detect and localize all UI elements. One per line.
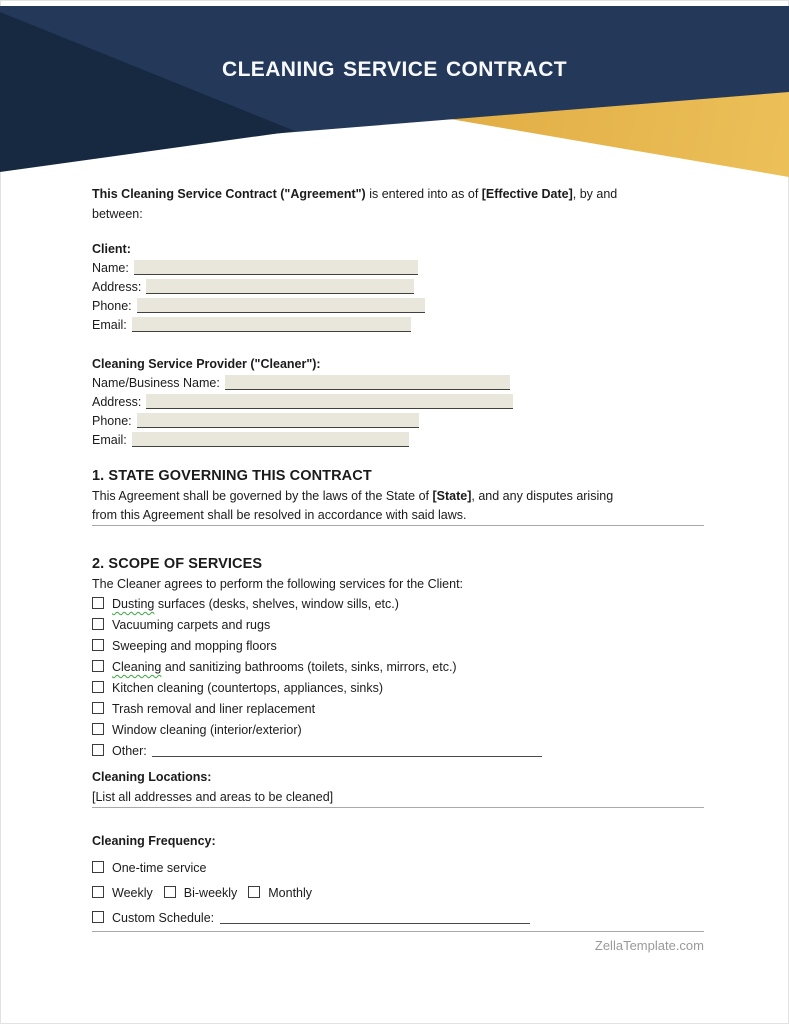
form-field-row (92, 278, 704, 297)
checkbox-label: Bi-weekly (183, 886, 238, 900)
form-field-row (92, 412, 704, 431)
checkbox-label: Kitchen cleaning (countertops, appliances, sinks) (112, 681, 383, 695)
checkbox[interactable] (92, 702, 104, 714)
checkbox[interactable] (92, 861, 104, 873)
checkbox-label: surfaces (desks, shelves, window sills, etc.) (154, 597, 399, 611)
intro-paragraph (92, 184, 704, 224)
document-title: CLEANING SERVICE CONTRACT (222, 58, 567, 81)
checkbox-label: One-time service (112, 861, 207, 875)
field-label: Phone: (92, 414, 132, 428)
checkbox[interactable] (92, 911, 104, 923)
header-banner (0, 0, 789, 170)
checkbox-item (92, 858, 206, 879)
cleaning-frequency-section (92, 832, 704, 931)
scope-of-services-section (92, 554, 704, 762)
input-line[interactable] (146, 279, 414, 294)
text-segment: is entered into as of (365, 187, 482, 201)
cleaning-locations-section (92, 768, 704, 807)
section2-heading: 2. SCOPE OF SERVICES (92, 556, 263, 572)
checkbox[interactable] (92, 886, 104, 898)
checkbox-item (164, 883, 238, 904)
checkbox-item (92, 741, 704, 762)
checkbox[interactable] (248, 886, 260, 898)
checkbox-item (248, 883, 312, 904)
checkbox-item (92, 699, 704, 720)
checkbox-label: and sanitizing bathrooms (toilets, sinks, mirrors, etc.) (161, 660, 457, 674)
checkbox[interactable] (92, 597, 104, 609)
form-field-row (92, 297, 704, 316)
input-line[interactable] (137, 298, 425, 313)
client-heading: Client: (92, 242, 131, 256)
section-divider (92, 525, 704, 526)
checkbox-label: Custom Schedule: (112, 911, 218, 925)
section-divider (92, 807, 704, 808)
frequency-row (92, 856, 704, 881)
text-segment: [Effective Date] (481, 187, 573, 201)
text-segment: This Agreement shall be governed by the laws of the State of (92, 489, 433, 503)
checkbox[interactable] (164, 886, 176, 898)
checkbox-item (92, 908, 530, 929)
frequency-row (92, 906, 704, 931)
input-line[interactable] (146, 394, 513, 409)
client-section (92, 240, 704, 335)
checkbox[interactable] (92, 723, 104, 735)
checkbox-label: Monthly (268, 886, 313, 900)
brand-watermark: ZellaTemplate.com (594, 938, 704, 953)
provider-heading: Cleaning Service Provider ("Cleaner"): (92, 357, 321, 371)
provider-section (92, 355, 704, 450)
field-label: Email: (92, 318, 127, 332)
input-line[interactable] (132, 432, 409, 447)
state-governing-section (92, 466, 704, 525)
section2-intro: The Cleaner agrees to perform the following services for the Client: (92, 577, 464, 591)
blank-line[interactable] (220, 911, 530, 924)
text-segment: This Cleaning Service Contract ("Agreement") (92, 187, 366, 201)
form-field-row (92, 431, 704, 450)
checkbox-label: Dusting (112, 597, 155, 611)
provider-fields (92, 374, 704, 450)
document-body (0, 184, 789, 955)
field-label: Name/Business Name: (92, 376, 220, 390)
frequency-heading: Cleaning Frequency: (92, 834, 216, 848)
input-line[interactable] (225, 375, 510, 390)
field-label: Address: (92, 395, 142, 409)
checkbox-item (92, 636, 704, 657)
text-segment: from this Agreement shall be resolved in accordance with said laws. (92, 508, 467, 522)
client-fields (92, 259, 704, 335)
services-checklist (92, 594, 704, 762)
frequency-options (92, 856, 704, 931)
checkbox-label: Sweeping and mopping floors (112, 639, 277, 653)
checkbox-item (92, 883, 153, 904)
checkbox-item (92, 720, 704, 741)
form-field-row (92, 393, 704, 412)
text-segment: , by and (572, 187, 618, 201)
checkbox-label: Window cleaning (interior/exterior) (112, 723, 302, 737)
field-label: Email: (92, 433, 127, 447)
footer-divider (92, 931, 704, 932)
field-label: Name: (92, 261, 129, 275)
checkbox-label: Weekly (112, 886, 153, 900)
checkbox[interactable] (92, 681, 104, 693)
form-field-row (92, 259, 704, 278)
checkbox[interactable] (92, 639, 104, 651)
checkbox[interactable] (92, 660, 104, 672)
section1-heading: 1. STATE GOVERNING THIS CONTRACT (92, 468, 372, 484)
input-line[interactable] (134, 260, 418, 275)
field-label: Address: (92, 280, 142, 294)
checkbox[interactable] (92, 744, 104, 756)
blank-line[interactable] (152, 744, 542, 757)
checkbox[interactable] (92, 618, 104, 630)
frequency-row (92, 881, 704, 906)
checkbox-label: Other: (112, 744, 151, 758)
locations-placeholder: [List all addresses and areas to be cleaned] (92, 790, 334, 804)
form-field-row (92, 374, 704, 393)
text-segment: , and any disputes arising (471, 489, 614, 503)
checkbox-label: Vacuuming carpets and rugs (112, 618, 271, 632)
checkbox-item (92, 615, 704, 636)
checkbox-item (92, 594, 704, 615)
section1-paragraph (92, 487, 704, 525)
form-field-row (92, 316, 704, 335)
locations-heading: Cleaning Locations: (92, 770, 212, 784)
checkbox-item (92, 657, 704, 678)
field-label: Phone: (92, 299, 132, 313)
input-line[interactable] (137, 413, 419, 428)
checkbox-label: Cleaning (112, 660, 162, 674)
checkbox-label: Trash removal and liner replacement (112, 702, 316, 716)
text-segment: [State] (432, 489, 472, 503)
checkbox-item (92, 678, 704, 699)
input-line[interactable] (132, 317, 411, 332)
text-segment: between: (92, 207, 143, 221)
